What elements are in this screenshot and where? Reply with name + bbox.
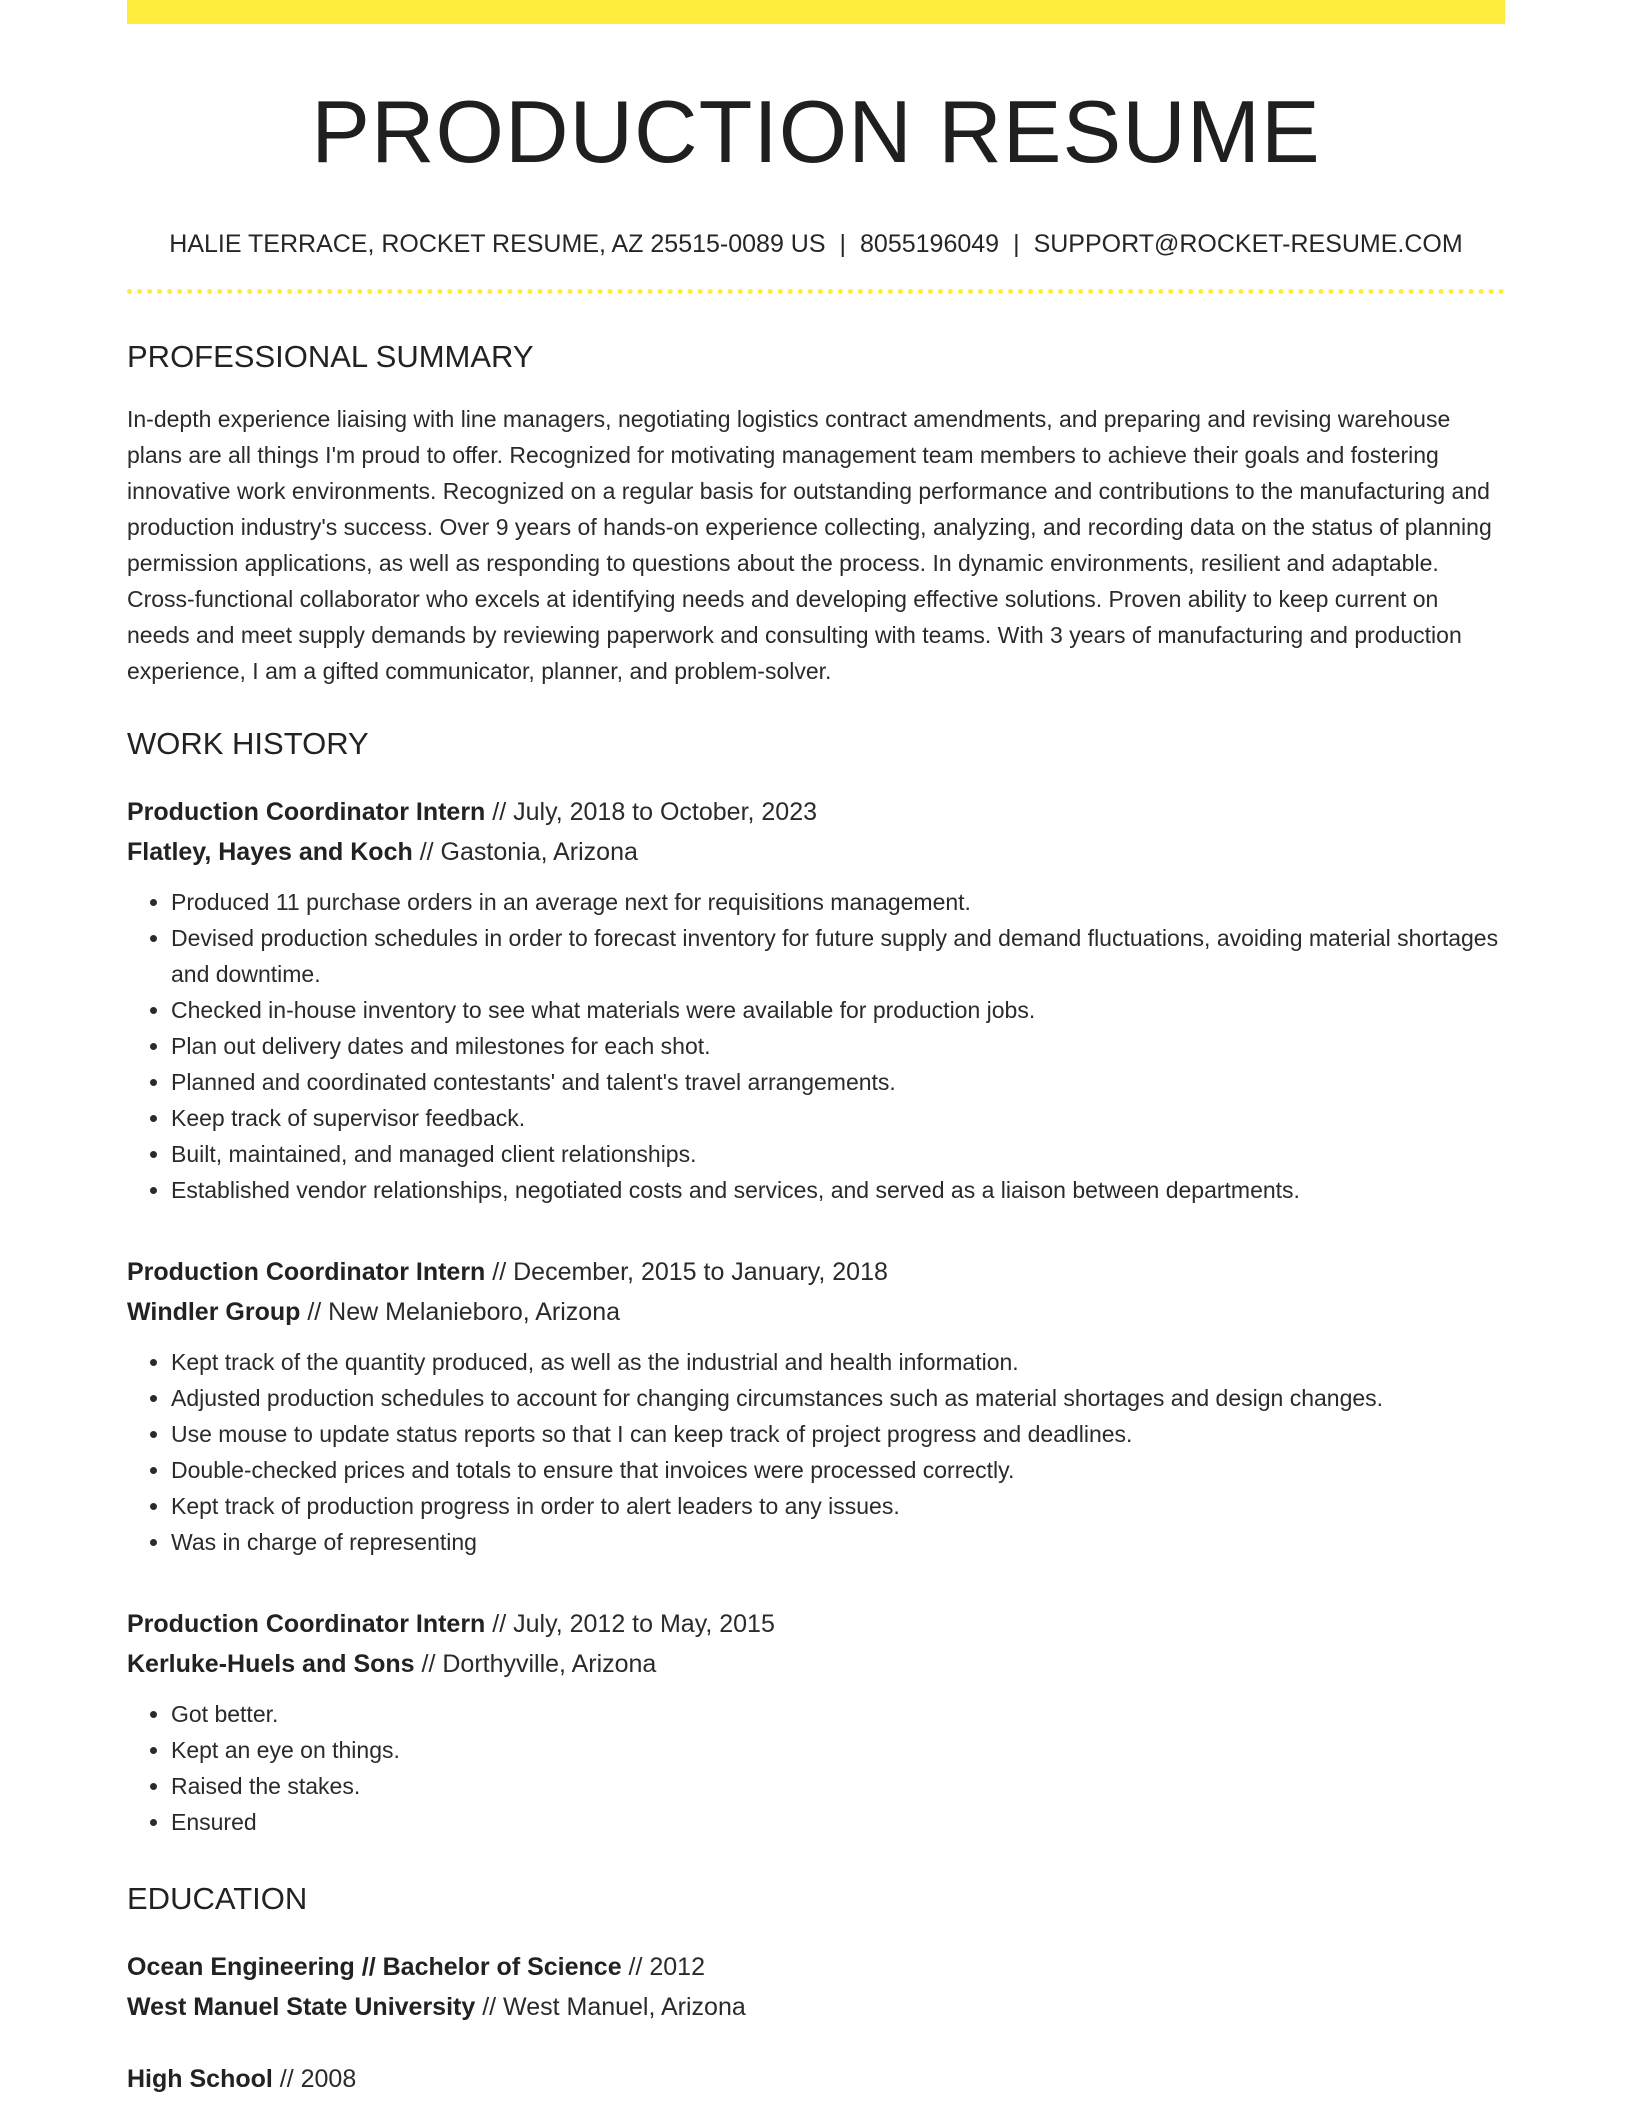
job-location: // Dorthyville, Arizona	[414, 1650, 657, 1679]
job-dates: // July, 2012 to May, 2015	[485, 1610, 775, 1639]
job-company-line	[127, 832, 1505, 872]
education-entry	[127, 1947, 1505, 2027]
job-role: Production Coordinator Intern	[127, 798, 486, 827]
job-company-line	[127, 1292, 1505, 1332]
contact-separator: |	[839, 229, 847, 258]
job-dates: // July, 2018 to October, 2023	[485, 798, 818, 827]
job-company: Flatley, Hayes and Koch	[127, 838, 413, 867]
job-bullet-list	[127, 1696, 1505, 1840]
contact-line	[127, 229, 1505, 259]
education-entry	[127, 2059, 1505, 2099]
job-bullet: • Raised the stakes.	[171, 1768, 1505, 1804]
job-entry	[127, 1252, 1505, 1560]
job-company: Kerluke-Huels and Sons	[127, 1650, 415, 1679]
education-school: West Manuel State University	[127, 1993, 476, 2022]
job-company: Windler Group	[127, 1298, 301, 1327]
accent-top-bar	[127, 0, 1505, 24]
education-location: // West Manuel, Arizona	[475, 1993, 746, 2022]
education-degree-line	[127, 1947, 1505, 1987]
job-bullet: • Plan out delivery dates and milestones for each shot.	[171, 1028, 1505, 1064]
job-role: Production Coordinator Intern	[127, 1258, 486, 1287]
job-bullet: • Kept track of production progress in order to alert leaders to any issues.	[171, 1488, 1505, 1524]
contact-address: HALIE TERRACE, ROCKET RESUME, AZ 25515-0089 US	[169, 229, 826, 258]
job-bullet: • Established vendor relationships, negotiated costs and services, and served as a liaison between departments.	[171, 1172, 1505, 1208]
education-school-line	[127, 1987, 1505, 2027]
job-bullet: • Checked in-house inventory to see what materials were available for production jobs.	[171, 992, 1505, 1028]
job-company-line	[127, 1644, 1505, 1684]
job-bullet: • Keep track of supervisor feedback.	[171, 1100, 1505, 1136]
job-bullet: • Got better.	[171, 1696, 1505, 1732]
work-history-heading: WORK HISTORY	[127, 725, 369, 761]
job-bullet: • Use mouse to update status reports so that I can keep track of project progress and deadlines.	[171, 1416, 1505, 1452]
job-bullet: • Adjusted production schedules to account for changing circumstances such as material shortages and design changes.	[171, 1380, 1505, 1416]
resume-title: PRODUCTION RESUME	[311, 82, 1321, 181]
job-bullet: • Ensured	[171, 1804, 1505, 1840]
job-title-line	[127, 1252, 1505, 1292]
job-title-line	[127, 1604, 1505, 1644]
contact-separator: |	[1013, 229, 1020, 258]
education-degree: Ocean Engineering // Bachelor of Science	[127, 1953, 622, 1982]
education-year: // 2008	[272, 2065, 357, 2094]
job-role: Production Coordinator Intern	[127, 1610, 486, 1639]
job-bullet-list	[127, 884, 1505, 1208]
summary-text: In-depth experience liaising with line managers, negotiating logistics contract amendments, and preparing and revising warehouse plans are all things I'm proud to offer. Recognized for motivating management team members to achieve their goals and fostering innovative work environments. Recognized on a regular basis for outstanding performance and contributions to the manufacturing and production industry's success. Over 9 years of hands-on experience collecting, analyzing, and recording data on the status of planning permission applications, as well as responding to questions about the process. In dynamic environments, resilient and adaptable. Cross-functional collaborator who excels at identifying needs and developing effective solutions. Proven ability to keep current on needs and meet supply demands by reviewing paperwork and consulting with teams. With 3 years of manufacturing and production experience, I am a gifted communicator, planner, and problem-solver.	[127, 405, 1492, 684]
job-title-line	[127, 792, 1505, 832]
education-year: // 2012	[621, 1953, 705, 1982]
summary-heading: PROFESSIONAL SUMMARY	[127, 338, 534, 374]
job-location: // New Melanieboro, Arizona	[300, 1298, 620, 1327]
contact-phone[interactable]: 8055196049	[860, 229, 1000, 258]
job-bullet: • Was in charge of representing	[171, 1524, 1505, 1560]
job-bullet: • Kept an eye on things.	[171, 1732, 1505, 1768]
education-degree-line	[127, 2059, 1505, 2099]
job-bullet: • Kept track of the quantity produced, as well as the industrial and health information.	[171, 1344, 1505, 1380]
job-bullet: • Produced 11 purchase orders in an average next for requisitions management.	[171, 884, 1505, 920]
job-entry	[127, 1604, 1505, 1840]
job-bullet: • Double-checked prices and totals to ensure that invoices were processed correctly.	[171, 1452, 1505, 1488]
dotted-divider	[127, 289, 1505, 294]
job-location: // Gastonia, Arizona	[412, 838, 638, 867]
education-heading: EDUCATION	[127, 1881, 308, 1917]
job-bullet: • Planned and coordinated contestants' and talent's travel arrangements.	[171, 1064, 1505, 1100]
contact-email[interactable]: SUPPORT@ROCKET-RESUME.COM	[1033, 229, 1463, 258]
job-entry	[127, 792, 1505, 1208]
job-bullet: • Devised production schedules in order to forecast inventory for future supply and demand fluctuations, avoiding material shortages and downtime.	[171, 920, 1505, 992]
education-degree: High School	[127, 2065, 273, 2094]
job-bullet-list	[127, 1344, 1505, 1560]
job-dates: // December, 2015 to January, 2018	[485, 1258, 888, 1287]
job-bullet: • Built, maintained, and managed client relationships.	[171, 1136, 1505, 1172]
resume-page	[127, 0, 1505, 2099]
